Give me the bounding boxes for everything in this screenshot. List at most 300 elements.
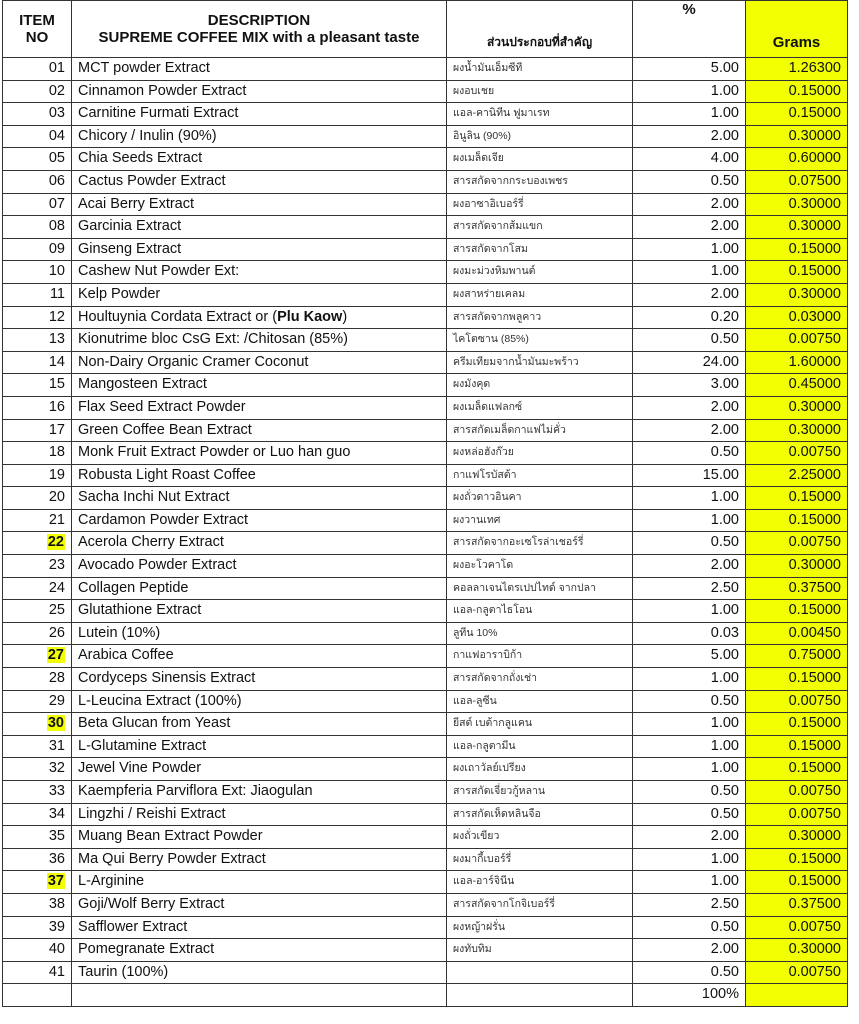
grams-cell[interactable]: 0.00750 [746, 916, 848, 939]
header-grams: Grams [746, 1, 848, 58]
grams-cell[interactable]: 0.03000 [746, 306, 848, 329]
percent-cell[interactable]: 0.50 [633, 442, 746, 465]
percent-cell[interactable]: 1.00 [633, 238, 746, 261]
description-text: Collagen Peptide [78, 579, 189, 596]
item-no-cell[interactable] [3, 125, 72, 148]
item-no-cell[interactable] [3, 487, 72, 510]
item-no-cell[interactable] [3, 826, 72, 849]
thai-ingredient-cell[interactable]: แอล-อาร์จินีน [447, 871, 633, 894]
grams-cell[interactable]: 0.30000 [746, 555, 848, 578]
total-item-no[interactable] [3, 984, 72, 1007]
grams-cell[interactable]: 2.25000 [746, 464, 848, 487]
item-no-cell[interactable] [3, 645, 72, 668]
description-cell[interactable] [72, 848, 447, 871]
item-no: 04 [48, 127, 65, 144]
grams-cell[interactable]: 0.30000 [746, 826, 848, 849]
grams-cell[interactable]: 0.15000 [746, 848, 848, 871]
grams-cell[interactable]: 0.15000 [746, 713, 848, 736]
grams-cell[interactable]: 0.60000 [746, 148, 848, 171]
description-text: Lutein (10%) [78, 624, 161, 641]
percent-cell[interactable]: 2.00 [633, 125, 746, 148]
percent-cell[interactable]: 5.00 [633, 58, 746, 81]
description-cell[interactable] [72, 735, 447, 758]
description-cell[interactable] [72, 668, 447, 691]
grams-cell[interactable]: 0.37500 [746, 893, 848, 916]
table-row [3, 555, 848, 578]
description-cell[interactable] [72, 193, 447, 216]
grams-cell[interactable]: 0.15000 [746, 487, 848, 510]
thai-ingredient-cell[interactable]: ผงมากี้เบอร์รี่ [447, 848, 633, 871]
header-percent: % [633, 1, 746, 58]
table-row [3, 690, 848, 713]
thai-ingredient-cell[interactable]: ผงน้ำมันเอ็มซีที [447, 58, 633, 81]
description-cell[interactable] [72, 961, 447, 984]
grams-cell[interactable]: 0.30000 [746, 193, 848, 216]
thai-ingredient-cell[interactable]: ผงหล่อฮังก๊วย [447, 442, 633, 465]
item-no-cell[interactable] [3, 848, 72, 871]
item-no-cell[interactable] [3, 396, 72, 419]
thai-ingredient-cell[interactable]: แอล-กลูตามีน [447, 735, 633, 758]
item-no: 35 [48, 828, 65, 845]
grams-cell[interactable]: 0.30000 [746, 216, 848, 239]
grams-cell[interactable]: 0.15000 [746, 103, 848, 126]
percent-cell[interactable]: 2.00 [633, 216, 746, 239]
description-text: Cactus Powder Extract [78, 172, 226, 189]
item-no-cell[interactable] [3, 216, 72, 239]
thai-ingredient-cell[interactable]: ผงเมล็ดแฟลกซ์ [447, 396, 633, 419]
description-text: Glutathione Extract [78, 602, 202, 619]
percent-cell[interactable]: 1.00 [633, 758, 746, 781]
description-text: Safflower Extract [78, 918, 188, 935]
item-no-cell[interactable] [3, 600, 72, 623]
item-no-cell[interactable] [3, 170, 72, 193]
description-cell[interactable] [72, 690, 447, 713]
percent-cell[interactable]: 2.50 [633, 893, 746, 916]
description-text: Ma Qui Berry Powder Extract [78, 850, 266, 867]
percent-cell[interactable]: 1.00 [633, 487, 746, 510]
percent-cell[interactable]: 2.00 [633, 283, 746, 306]
description-cell[interactable] [72, 939, 447, 962]
description-cell[interactable] [72, 916, 447, 939]
thai-ingredient-cell[interactable]: แอล-ลูซีน [447, 690, 633, 713]
description-cell[interactable] [72, 645, 447, 668]
grams-cell[interactable]: 0.45000 [746, 374, 848, 397]
percent-cell[interactable]: 0.03 [633, 622, 746, 645]
table-row [3, 351, 848, 374]
percent-cell[interactable]: 2.50 [633, 577, 746, 600]
item-no-cell[interactable] [3, 555, 72, 578]
header-item-no-line1: ITEM [19, 12, 55, 29]
description-text: Cordyceps Sinensis Extract [78, 670, 256, 687]
header-thai-ingredients: ส่วนประกอบที่สำคัญ [447, 1, 633, 58]
total-grams[interactable] [746, 984, 848, 1007]
ingredient-table [2, 0, 848, 1007]
percent-cell[interactable]: 1.00 [633, 871, 746, 894]
description-text: Taurin (100%) [78, 963, 169, 980]
percent-cell[interactable]: 0.50 [633, 803, 746, 826]
percent-cell[interactable]: 0.50 [633, 170, 746, 193]
description-cell[interactable] [72, 419, 447, 442]
grams-cell[interactable]: 1.60000 [746, 351, 848, 374]
thai-ingredient-cell[interactable]: สารสกัดจากโกจิเบอร์รี่ [447, 893, 633, 916]
description-cell[interactable] [72, 600, 447, 623]
thai-ingredient-cell[interactable]: สารสกัดจากพลูคาว [447, 306, 633, 329]
thai-ingredient-cell[interactable]: สารสกัดจากอะเซโรล่าเชอร์รี่ [447, 532, 633, 555]
item-no: 20 [48, 489, 65, 506]
percent-cell[interactable]: 1.00 [633, 509, 746, 532]
thai-ingredient-cell[interactable]: ยีสต์ เบต้ากลูแคน [447, 713, 633, 736]
grams-cell[interactable]: 0.15000 [746, 238, 848, 261]
percent-cell[interactable]: 15.00 [633, 464, 746, 487]
thai-ingredient-cell[interactable]: อินูลิน (90%) [447, 125, 633, 148]
grams-cell[interactable]: 0.00750 [746, 961, 848, 984]
description-text: Kaempferia Parviflora Ext: Jiaogulan [78, 783, 313, 799]
description-cell[interactable] [72, 238, 447, 261]
total-description[interactable] [72, 984, 447, 1007]
item-no: 21 [48, 511, 65, 528]
percent-cell[interactable]: 1.00 [633, 103, 746, 126]
table-row [3, 103, 848, 126]
description-cell[interactable] [72, 532, 447, 555]
item-no: 10 [48, 263, 65, 280]
description-cell[interactable] [72, 871, 447, 894]
table-row [3, 329, 848, 352]
thai-ingredient-cell[interactable]: สารสกัดจากโสม [447, 238, 633, 261]
item-no: 32 [48, 760, 65, 777]
thai-ingredient-cell[interactable]: สารสกัดเจี่ยวกู้หลาน [447, 781, 633, 804]
item-no: 16 [48, 398, 65, 415]
item-no-cell[interactable] [3, 622, 72, 645]
item-no-cell[interactable] [3, 193, 72, 216]
header-description [72, 1, 447, 58]
item-no: 14 [48, 353, 65, 370]
description-cell[interactable] [72, 80, 447, 103]
item-no: 28 [48, 670, 65, 687]
grams-cell[interactable]: 0.15000 [746, 735, 848, 758]
description-text: Avocado Powder Extract [78, 557, 237, 574]
thai-ingredient-cell[interactable]: ผงวานเทศ [447, 509, 633, 532]
item-no: 15 [48, 376, 65, 393]
item-no: 02 [48, 82, 65, 99]
description-text: Chicory / Inulin (90%) [78, 127, 217, 144]
description-cell[interactable] [72, 781, 447, 804]
description-cell[interactable] [72, 826, 447, 849]
description-cell[interactable] [72, 893, 447, 916]
table-row [3, 781, 848, 804]
thai-ingredient-cell[interactable]: ผงมะม่วงหิมพานต์ [447, 261, 633, 284]
description-text: Arabica Coffee [78, 647, 174, 664]
thai-ingredient-cell[interactable]: ผงถั่วเขียว [447, 826, 633, 849]
item-no-cell[interactable] [3, 916, 72, 939]
percent-cell[interactable]: 1.00 [633, 261, 746, 284]
thai-ingredient-cell[interactable]: คอลลาเจนไตรเปปไทด์ จากปลา [447, 577, 633, 600]
description-cell[interactable] [72, 442, 447, 465]
item-no-cell[interactable] [3, 961, 72, 984]
table-row [3, 509, 848, 532]
grams-cell[interactable]: 0.00750 [746, 690, 848, 713]
description-cell[interactable] [72, 306, 447, 329]
description-text: Ginseng Extract [78, 240, 182, 257]
description-cell[interactable] [72, 464, 447, 487]
thai-ingredient-cell[interactable]: สารสกัดเห็ดหลินจือ [447, 803, 633, 826]
item-no-cell[interactable] [3, 351, 72, 374]
item-no-cell[interactable] [3, 690, 72, 713]
percent-cell[interactable]: 3.00 [633, 374, 746, 397]
item-no-cell[interactable] [3, 148, 72, 171]
description-cell[interactable] [72, 577, 447, 600]
percent-cell[interactable]: 1.00 [633, 600, 746, 623]
description-text: Houltuynia Cordata Extract or ( [78, 308, 278, 325]
grams-cell[interactable]: 0.15000 [746, 758, 848, 781]
grams-cell[interactable]: 0.00750 [746, 442, 848, 465]
total-row [3, 984, 848, 1007]
description-cell[interactable] [72, 216, 447, 239]
table-row [3, 148, 848, 171]
item-no: 13 [48, 331, 65, 348]
item-no-highlighted: 30 [47, 715, 64, 732]
item-no: 29 [48, 692, 65, 709]
description-cell[interactable] [72, 396, 447, 419]
thai-ingredient-cell[interactable]: สารสกัดจากถั่งเช่า [447, 668, 633, 691]
table-row [3, 916, 848, 939]
percent-cell[interactable]: 1.00 [633, 668, 746, 691]
thai-ingredient-cell[interactable]: สารสกัดจากกระบองเพชร [447, 170, 633, 193]
thai-ingredient-cell[interactable]: ผงมังคุด [447, 374, 633, 397]
description-cell[interactable] [72, 374, 447, 397]
thai-ingredient-cell[interactable]: แอล-กลูตาไธโอน [447, 600, 633, 623]
item-no: 08 [48, 218, 65, 235]
description-text: Muang Bean Extract Powder [78, 828, 263, 845]
item-no-cell[interactable] [3, 238, 72, 261]
thai-ingredient-cell[interactable]: ลูทีน 10% [447, 622, 633, 645]
percent-cell[interactable]: 2.00 [633, 555, 746, 578]
thai-ingredient-cell[interactable]: สารสกัดเมล็ดกาแฟไม่คั่ว [447, 419, 633, 442]
description-text: Robusta Light Roast Coffee [78, 466, 256, 483]
thai-ingredient-cell[interactable]: ผงหญ้าฝรั่น [447, 916, 633, 939]
percent-cell[interactable]: 1.00 [633, 848, 746, 871]
item-no: 36 [48, 850, 65, 867]
table-row [3, 442, 848, 465]
grams-cell[interactable]: 0.15000 [746, 80, 848, 103]
item-no: 23 [48, 557, 65, 574]
table-body [3, 58, 848, 984]
description-cell[interactable] [72, 487, 447, 510]
description-text: Mangosteen Extract [78, 376, 207, 393]
thai-ingredient-cell[interactable]: ผงอบเชย [447, 80, 633, 103]
description-text: Non-Dairy Organic Cramer Coconut [78, 353, 309, 370]
table-row [3, 758, 848, 781]
table-row [3, 803, 848, 826]
item-no: 07 [48, 195, 65, 212]
percent-cell[interactable]: 0.50 [633, 916, 746, 939]
item-no: 03 [48, 105, 65, 122]
grams-cell[interactable]: 0.15000 [746, 668, 848, 691]
thai-ingredient-cell[interactable]: ผงอะโวคาโด [447, 555, 633, 578]
grams-cell[interactable]: 0.00750 [746, 803, 848, 826]
description-text: Flax Seed Extract Powder [78, 398, 246, 415]
item-no-cell[interactable] [3, 577, 72, 600]
item-no-cell[interactable] [3, 283, 72, 306]
item-no-cell[interactable] [3, 803, 72, 826]
description-text: Acerola Cherry Extract [78, 534, 224, 551]
description-text: Kionutrime bloc CsG Ext: /Chitosan (85%) [78, 331, 348, 348]
description-cell[interactable] [72, 170, 447, 193]
grams-cell[interactable]: 0.30000 [746, 125, 848, 148]
item-no-cell[interactable] [3, 713, 72, 736]
thai-ingredient-cell[interactable] [447, 961, 633, 984]
description-text: Pomegranate Extract [78, 941, 215, 958]
table-row [3, 893, 848, 916]
item-no-cell[interactable] [3, 58, 72, 81]
item-no-cell[interactable] [3, 329, 72, 352]
item-no-cell[interactable] [3, 781, 72, 804]
description-cell[interactable] [72, 509, 447, 532]
percent-cell[interactable]: 0.50 [633, 961, 746, 984]
item-no-cell[interactable] [3, 261, 72, 284]
thai-ingredient-cell[interactable]: ผงถั่วดาวอินคา [447, 487, 633, 510]
total-percent[interactable]: 100% [633, 984, 746, 1007]
item-no-cell[interactable] [3, 668, 72, 691]
item-no: 26 [48, 624, 65, 641]
percent-cell[interactable]: 1.00 [633, 735, 746, 758]
thai-ingredient-cell[interactable]: ครีมเทียมจากน้ำมันมะพร้าว [447, 351, 633, 374]
percent-cell[interactable]: 24.00 [633, 351, 746, 374]
item-no-cell[interactable] [3, 419, 72, 442]
item-no: 09 [48, 240, 65, 257]
grams-cell[interactable]: 0.00750 [746, 532, 848, 555]
item-no-cell[interactable] [3, 442, 72, 465]
grams-cell[interactable]: 0.15000 [746, 509, 848, 532]
item-no-cell[interactable] [3, 758, 72, 781]
description-text: Chia Seeds Extract [78, 150, 203, 167]
description-text: Acai Berry Extract [78, 195, 195, 212]
percent-cell[interactable]: 0.50 [633, 329, 746, 352]
thai-ingredient-cell[interactable]: กาแฟโรบัสต้า [447, 464, 633, 487]
thai-ingredient-cell[interactable]: ไคโตซาน (85%) [447, 329, 633, 352]
description-cell[interactable] [72, 125, 447, 148]
table-row [3, 487, 848, 510]
percent-cell[interactable]: 1.00 [633, 80, 746, 103]
header-description-title: DESCRIPTION [207, 12, 311, 29]
grams-cell[interactable]: 0.30000 [746, 939, 848, 962]
thai-ingredient-cell[interactable]: แอล-คานิทีน ฟูมาเรท [447, 103, 633, 126]
grams-cell[interactable]: 0.15000 [746, 871, 848, 894]
description-cell[interactable] [72, 103, 447, 126]
description-text: Green Coffee Bean Extract [78, 421, 252, 438]
item-no-cell[interactable] [3, 509, 72, 532]
item-no: 19 [48, 466, 65, 483]
thai-ingredient-cell[interactable]: สารสกัดจากส้มแขก [447, 216, 633, 239]
table-row [3, 735, 848, 758]
grams-cell[interactable]: 0.07500 [746, 170, 848, 193]
item-no-cell[interactable] [3, 103, 72, 126]
item-no-cell[interactable] [3, 532, 72, 555]
item-no-cell[interactable] [3, 374, 72, 397]
description-bold-text: Plu Kaow [277, 308, 343, 325]
item-no-cell[interactable] [3, 306, 72, 329]
percent-cell[interactable]: 0.20 [633, 306, 746, 329]
percent-cell[interactable]: 0.50 [633, 781, 746, 804]
percent-cell[interactable]: 1.00 [633, 713, 746, 736]
description-text: Cashew Nut Powder Ext: [78, 263, 240, 280]
description-cell[interactable] [72, 329, 447, 352]
description-cell[interactable] [72, 803, 447, 826]
table-row [3, 464, 848, 487]
thai-ingredient-cell[interactable]: กาแฟอาราบิก้า [447, 645, 633, 668]
thai-ingredient-cell[interactable]: ผงสาหร่ายเคลม [447, 283, 633, 306]
grams-cell[interactable]: 1.26300 [746, 58, 848, 81]
percent-cell[interactable]: 0.50 [633, 532, 746, 555]
description-cell[interactable] [72, 283, 447, 306]
header-item-no-line2: NO [25, 29, 49, 46]
description-cell[interactable] [72, 555, 447, 578]
grams-cell[interactable]: 0.00450 [746, 622, 848, 645]
grams-cell[interactable]: 0.30000 [746, 283, 848, 306]
description-cell[interactable] [72, 758, 447, 781]
header-row [3, 1, 848, 58]
grams-cell[interactable]: 0.00750 [746, 329, 848, 352]
item-no-cell[interactable] [3, 893, 72, 916]
grams-cell[interactable]: 0.15000 [746, 261, 848, 284]
grams-cell[interactable]: 0.15000 [746, 600, 848, 623]
percent-cell[interactable]: 0.50 [633, 690, 746, 713]
item-no: 33 [48, 783, 65, 799]
total-thai[interactable] [447, 984, 633, 1007]
description-cell[interactable] [72, 148, 447, 171]
thai-ingredient-cell[interactable]: ผงอาซาอิเบอร์รี่ [447, 193, 633, 216]
description-cell[interactable] [72, 351, 447, 374]
item-no-cell[interactable] [3, 939, 72, 962]
percent-cell[interactable]: 2.00 [633, 826, 746, 849]
item-no: 24 [48, 579, 65, 596]
table-row [3, 238, 848, 261]
item-no: 40 [48, 941, 65, 958]
item-no-highlighted: 27 [47, 647, 64, 664]
percent-cell[interactable]: 2.00 [633, 419, 746, 442]
grams-cell[interactable]: 0.30000 [746, 419, 848, 442]
table-row [3, 622, 848, 645]
percent-cell[interactable]: 2.00 [633, 939, 746, 962]
grams-cell[interactable]: 0.30000 [746, 396, 848, 419]
percent-cell[interactable]: 2.00 [633, 396, 746, 419]
grams-cell[interactable]: 0.75000 [746, 645, 848, 668]
percent-cell[interactable]: 2.00 [633, 193, 746, 216]
table-row [3, 871, 848, 894]
table-row [3, 193, 848, 216]
item-no: 41 [48, 963, 65, 980]
percent-cell[interactable]: 5.00 [633, 645, 746, 668]
percent-cell[interactable]: 4.00 [633, 148, 746, 171]
thai-ingredient-cell[interactable]: ผงทับทิม [447, 939, 633, 962]
item-no-cell[interactable] [3, 464, 72, 487]
thai-ingredient-cell[interactable]: ผงเถาวัลย์เปรียง [447, 758, 633, 781]
item-no: 17 [48, 421, 65, 438]
description-text: Jewel Vine Powder [78, 760, 202, 777]
grams-cell[interactable]: 0.37500 [746, 577, 848, 600]
description-cell[interactable] [72, 713, 447, 736]
table-row [3, 216, 848, 239]
grams-cell[interactable]: 0.00750 [746, 781, 848, 804]
item-no: 01 [48, 60, 65, 76]
description-cell[interactable] [72, 622, 447, 645]
item-no-cell[interactable] [3, 871, 72, 894]
item-no-cell[interactable] [3, 80, 72, 103]
description-cell[interactable] [72, 58, 447, 81]
description-cell[interactable] [72, 261, 447, 284]
table-row [3, 170, 848, 193]
thai-ingredient-cell[interactable]: ผงเมล็ดเจีย [447, 148, 633, 171]
item-no-cell[interactable] [3, 735, 72, 758]
